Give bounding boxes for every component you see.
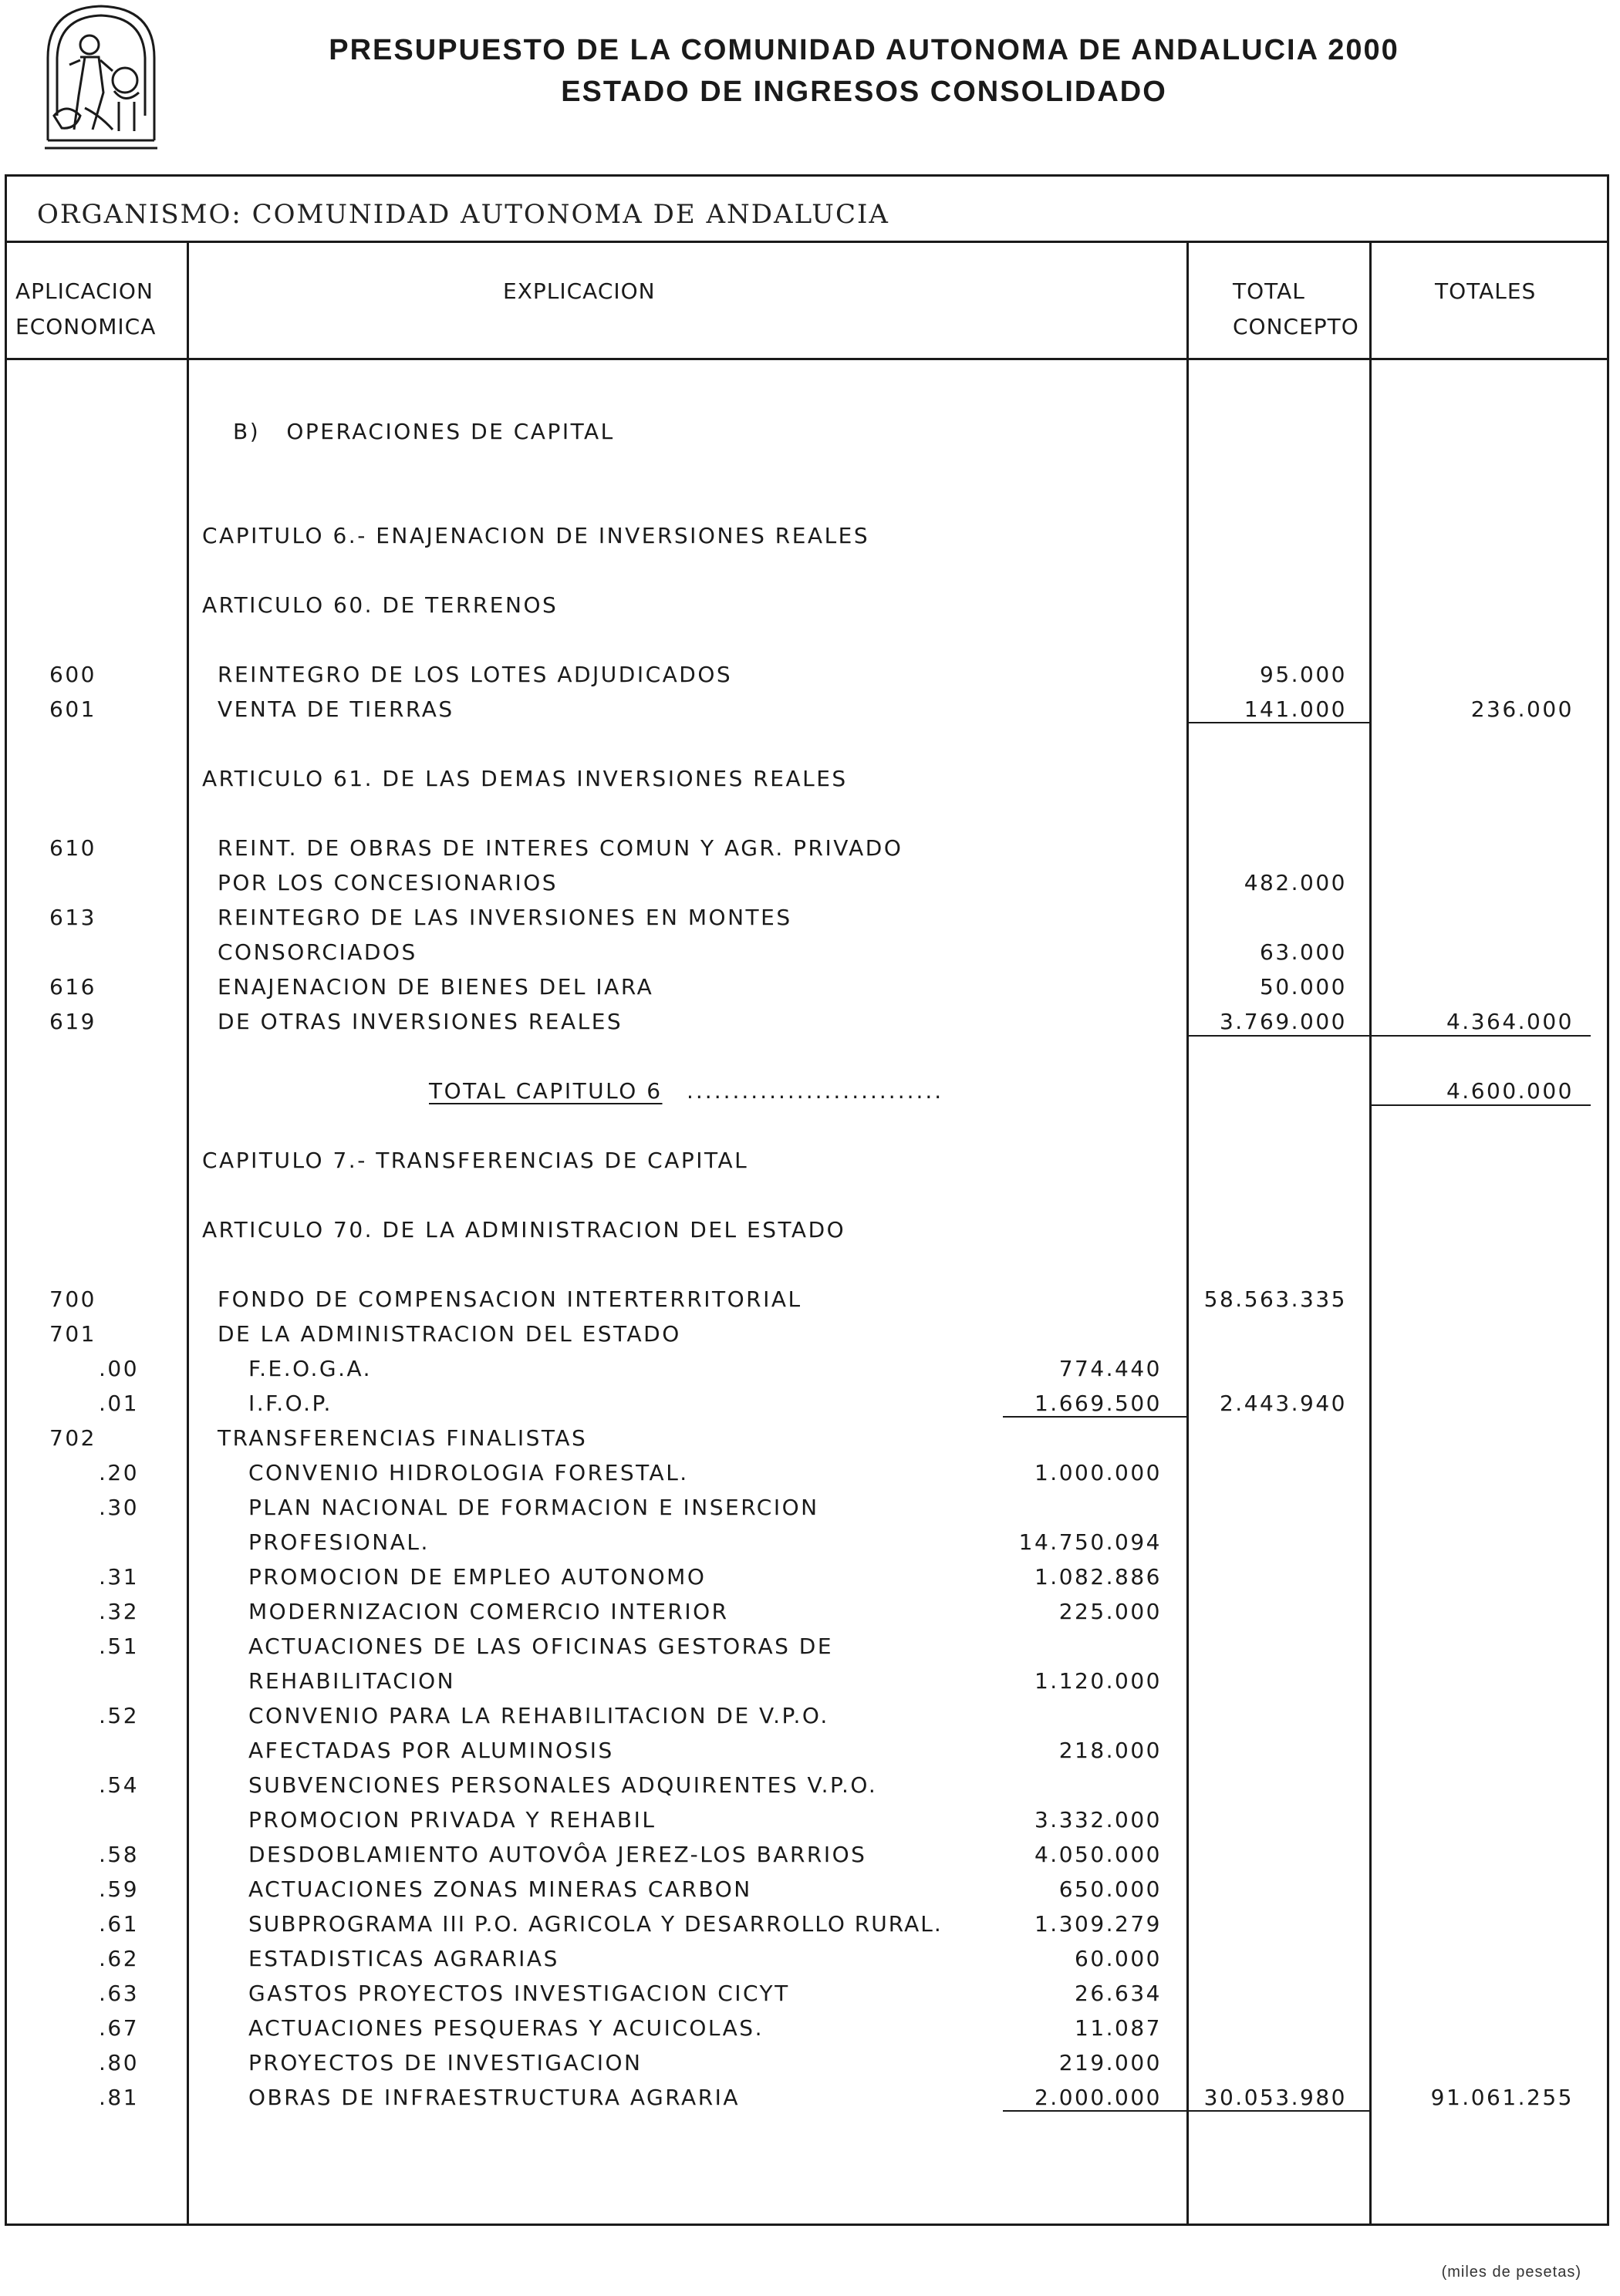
title-line-2: ESTADO DE INGRESOS CONSOLIDADO	[561, 76, 1167, 108]
row-code: .80	[99, 2050, 140, 2075]
row-totales: 4.364.000	[1446, 1009, 1574, 1034]
total-capitulo-label: TOTAL CAPITULO 6	[429, 1078, 663, 1104]
row-subtotal: 2.000.000	[1034, 2085, 1162, 2110]
row-explicacion: DESDOBLAMIENTO AUTOVÔA JEREZ-LOS BARRIOS	[248, 1842, 867, 1867]
row-code: .00	[99, 1356, 140, 1381]
column-divider-3	[1369, 243, 1372, 2226]
row-explicacion: DE LA ADMINISTRACION DEL ESTADO	[218, 1321, 681, 1347]
row-explicacion: CONSORCIADOS	[218, 939, 417, 965]
row-explicacion: REHABILITACION	[248, 1668, 456, 1694]
row-total-concepto: 2.443.940	[1219, 1391, 1347, 1416]
subtotal-underline	[1188, 722, 1370, 723]
row-total-concepto: 482.000	[1244, 870, 1347, 895]
header-total-concepto-line2: CONCEPTO	[1233, 314, 1359, 339]
article-heading: ARTICULO 61. DE LAS DEMAS INVERSIONES REALES	[202, 766, 848, 791]
row-explicacion: MODERNIZACION COMERCIO INTERIOR	[248, 1599, 729, 1624]
row-explicacion: SUBVENCIONES PERSONALES ADQUIRENTES V.P.O.	[248, 1772, 878, 1798]
andalucia-coat-of-arms-logo	[39, 0, 164, 154]
row-code: .67	[99, 2015, 140, 2041]
row-code: 616	[49, 974, 96, 1000]
header-divider	[5, 358, 1609, 360]
article-heading: ARTICULO 70. DE LA ADMINISTRACION DEL ESTADO	[202, 1217, 846, 1242]
header-aplicacion	[15, 274, 156, 345]
row-subtotal: 219.000	[1058, 2050, 1162, 2075]
section-heading: B) OPERACIONES DE CAPITAL	[233, 419, 615, 444]
row-subtotal: 11.087	[1075, 2015, 1162, 2041]
row-subtotal: 774.440	[1058, 1356, 1162, 1381]
row-total-concepto: 3.769.000	[1219, 1009, 1347, 1034]
row-explicacion: TRANSFERENCIAS FINALISTAS	[218, 1425, 588, 1451]
row-explicacion: REINT. DE OBRAS DE INTERES COMUN Y AGR. PRIVADO	[218, 835, 903, 861]
document-title	[247, 29, 1481, 113]
row-subtotal: 14.750.094	[1018, 1529, 1162, 1555]
row-explicacion: DE OTRAS INVERSIONES REALES	[218, 1009, 623, 1034]
row-subtotal: 225.000	[1058, 1599, 1162, 1624]
row-subtotal: 1.120.000	[1034, 1668, 1162, 1694]
row-explicacion: GASTOS PROYECTOS INVESTIGACION CICYT	[248, 1981, 790, 2006]
row-code: .52	[99, 1703, 140, 1728]
row-code: .51	[99, 1633, 140, 1659]
totales-underline	[1372, 1035, 1591, 1037]
total-capitulo-leader-dots: ............................	[687, 1078, 944, 1104]
header-explicacion: EXPLICACION	[503, 278, 656, 304]
row-explicacion: PROYECTOS DE INVESTIGACION	[248, 2050, 643, 2075]
header-totales: TOTALES	[1435, 278, 1537, 304]
subtotal-underline	[1003, 2110, 1186, 2112]
row-explicacion: PROMOCION PRIVADA Y REHABIL	[248, 1807, 656, 1832]
organismo-row	[5, 174, 1609, 243]
row-code: 701	[49, 1321, 96, 1347]
row-totales: 91.061.255	[1430, 2085, 1574, 2110]
row-explicacion: CONVENIO HIDROLOGIA FORESTAL.	[248, 1460, 689, 1485]
row-code: .58	[99, 1842, 140, 1867]
row-code: 610	[49, 835, 96, 861]
row-code: .59	[99, 1876, 140, 1902]
row-subtotal: 1.309.279	[1034, 1911, 1162, 1937]
row-code: .32	[99, 1599, 140, 1624]
row-code: .30	[99, 1495, 140, 1520]
row-code: .01	[99, 1391, 140, 1416]
row-subtotal: 3.332.000	[1034, 1807, 1162, 1832]
totales-underline	[1372, 1104, 1591, 1106]
row-code: .54	[99, 1772, 140, 1798]
organismo-label: ORGANISMO: COMUNIDAD AUTONOMA DE ANDALUCIA	[37, 199, 889, 230]
chapter-heading: CAPITULO 7.- TRANSFERENCIAS DE CAPITAL	[202, 1148, 749, 1173]
header-total-concepto-line1: TOTAL	[1233, 278, 1305, 304]
row-explicacion: ACTUACIONES DE LAS OFICINAS GESTORAS DE	[248, 1633, 834, 1659]
row-total-concepto: 58.563.335	[1203, 1286, 1347, 1312]
row-totales: 236.000	[1470, 696, 1574, 722]
row-subtotal: 26.634	[1075, 1981, 1162, 2006]
total-capitulo-value: 4.600.000	[1446, 1078, 1574, 1104]
row-explicacion: VENTA DE TIERRAS	[218, 696, 454, 722]
subtotal-underline	[1188, 1035, 1370, 1037]
row-explicacion: I.F.O.P.	[248, 1391, 332, 1416]
title-line-1: PRESUPUESTO DE LA COMUNIDAD AUTONOMA DE ANDALUCIA 2000	[329, 34, 1399, 66]
row-explicacion: SUBPROGRAMA III P.O. AGRICOLA Y DESARROLLO RURAL.	[248, 1911, 943, 1937]
row-code: .81	[99, 2085, 140, 2110]
row-explicacion: PLAN NACIONAL DE FORMACION E INSERCION	[248, 1495, 819, 1520]
row-total-concepto: 141.000	[1244, 696, 1347, 722]
header-aplicacion-line2: ECONOMICA	[15, 314, 157, 339]
row-code: .61	[99, 1911, 140, 1937]
subtotal-underline	[1003, 1416, 1186, 1418]
row-explicacion: OBRAS DE INFRAESTRUCTURA AGRARIA	[248, 2085, 741, 2110]
column-divider-1	[187, 243, 189, 2226]
row-explicacion: ENAJENACION DE BIENES DEL IARA	[218, 974, 654, 1000]
row-explicacion: REINTEGRO DE LAS INVERSIONES EN MONTES	[218, 905, 792, 930]
row-total-concepto: 95.000	[1260, 662, 1347, 687]
row-code: .31	[99, 1564, 140, 1590]
row-explicacion: POR LOS CONCESIONARIOS	[218, 870, 559, 895]
row-explicacion: AFECTADAS POR ALUMINOSIS	[248, 1738, 614, 1763]
row-code: 700	[49, 1286, 96, 1312]
row-explicacion: PROMOCION DE EMPLEO AUTONOMO	[248, 1564, 707, 1590]
row-code: .62	[99, 1946, 140, 1971]
row-explicacion: REINTEGRO DE LOS LOTES ADJUDICADOS	[218, 662, 733, 687]
row-explicacion: FONDO DE COMPENSACION INTERTERRITORIAL	[218, 1286, 802, 1312]
row-code: 613	[49, 905, 96, 930]
header-aplicacion-line1: APLICACION	[15, 278, 154, 304]
row-subtotal: 1.082.886	[1034, 1564, 1162, 1590]
row-total-concepto: 63.000	[1260, 939, 1347, 965]
row-explicacion: PROFESIONAL.	[248, 1529, 430, 1555]
article-heading: ARTICULO 60. DE TERRENOS	[202, 592, 559, 618]
row-subtotal: 1.669.500	[1034, 1391, 1162, 1416]
row-subtotal: 218.000	[1058, 1738, 1162, 1763]
chapter-heading: CAPITULO 6.- ENAJENACION DE INVERSIONES REALES	[202, 523, 870, 548]
row-code: 601	[49, 696, 96, 722]
row-total-concepto: 50.000	[1260, 974, 1347, 1000]
row-subtotal: 1.000.000	[1034, 1460, 1162, 1485]
row-code: 600	[49, 662, 96, 687]
row-code: .20	[99, 1460, 140, 1485]
header-total-concepto	[1233, 274, 1359, 345]
row-explicacion: ACTUACIONES PESQUERAS Y ACUICOLAS.	[248, 2015, 764, 2041]
units-footnote: (miles de pesetas)	[1441, 2264, 1581, 2281]
row-explicacion: CONVENIO PARA LA REHABILITACION DE V.P.O.	[248, 1703, 829, 1728]
column-divider-2	[1186, 243, 1189, 2226]
row-code: .63	[99, 1981, 140, 2006]
row-code: 702	[49, 1425, 96, 1451]
total-concepto-underline	[1188, 2110, 1370, 2112]
row-total-concepto: 30.053.980	[1203, 2085, 1347, 2110]
row-subtotal: 4.050.000	[1034, 1842, 1162, 1867]
row-subtotal: 60.000	[1075, 1946, 1162, 1971]
row-subtotal: 650.000	[1058, 1876, 1162, 1902]
row-code: 619	[49, 1009, 96, 1034]
row-explicacion: F.E.O.G.A.	[248, 1356, 373, 1381]
row-explicacion: ACTUACIONES ZONAS MINERAS CARBON	[248, 1876, 752, 1902]
row-explicacion: ESTADISTICAS AGRARIAS	[248, 1946, 559, 1971]
